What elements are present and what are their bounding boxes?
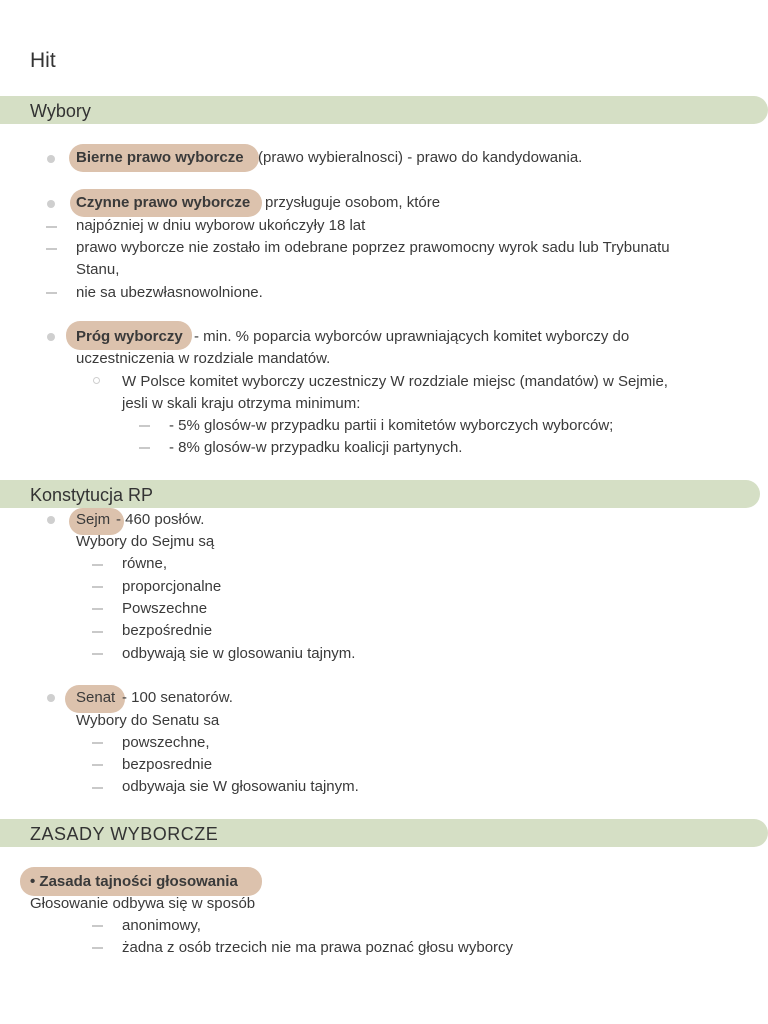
list-item: bezpośrednie	[122, 622, 213, 639]
page-title: Hit	[30, 49, 56, 72]
list-item: powszechne,	[122, 734, 210, 751]
dash-bullet-icon	[92, 586, 103, 588]
prog-sub: W Polsce komitet wyborczy uczestniczy W rozdziale miejsc (mandatów) w Sejmie,	[122, 373, 668, 390]
prog-sub-continued: jesli w skali kraju otrzyma minimum:	[122, 395, 361, 412]
term-czynne: Czynne prawo wyborcze	[76, 194, 251, 211]
dash-bullet-icon	[46, 226, 57, 228]
section-heading-konstytucja: Konstytucja RP	[30, 485, 154, 505]
list-item: bezposrednie	[122, 756, 213, 773]
dash-bullet-icon	[92, 925, 103, 927]
dash-bullet-icon	[92, 947, 103, 949]
section-band-wybory	[0, 96, 768, 124]
bullet-icon	[47, 200, 55, 208]
term-zasada-tajnosci: • Zasada tajności głosowania	[30, 873, 238, 890]
list-item: prawo wyborcze nie zostało im odebrane poprzez prawomocny wyrok sadu lub Trybunatu	[76, 239, 670, 256]
dash-bullet-icon	[92, 608, 103, 610]
list-item: równe,	[122, 555, 168, 572]
sejm-text: - 460 posłów.	[116, 511, 205, 528]
dash-bullet-icon	[92, 742, 103, 744]
circle-bullet-icon	[93, 377, 100, 384]
list-item: - 5% glosów-w przypadku partii i komitetów wyborczych wyborców;	[169, 417, 614, 434]
term-prog: Próg wyborczy	[76, 328, 183, 345]
sejm-intro: Wybory do Sejmu są	[76, 533, 215, 550]
list-item-continuation: Stanu,	[76, 261, 120, 278]
bullet-icon	[47, 516, 55, 524]
dash-bullet-icon	[92, 787, 103, 789]
list-item: odbywają sie w glosowaniu tajnym.	[122, 645, 356, 662]
list-item: nie sa ubezwłasnowolnione.	[76, 284, 263, 301]
dash-bullet-icon	[46, 292, 57, 294]
list-item: najpózniej w dniu wyborow ukończyły 18 lat	[76, 217, 366, 234]
list-item: Powszechne	[122, 600, 208, 617]
dash-bullet-icon	[46, 248, 57, 250]
dash-bullet-icon	[92, 564, 103, 566]
list-item: - 8% glosów-w przypadku koalicji partynych.	[169, 439, 463, 456]
dash-bullet-icon	[92, 764, 103, 766]
czynne-text: przysługuje osobom, które	[265, 194, 441, 211]
senat-text: - 100 senatorów.	[122, 689, 233, 706]
list-item: odbywaja sie W głosowaniu tajnym.	[122, 778, 359, 795]
section-heading-wybory: Wybory	[30, 101, 91, 121]
dash-bullet-icon	[92, 653, 103, 655]
dash-bullet-icon	[92, 631, 103, 633]
dash-bullet-icon	[139, 425, 150, 427]
section-heading-zasady: ZASADY WYBORCZE	[30, 824, 219, 844]
zasada-intro: Głosowanie odbywa się w sposób	[30, 895, 256, 912]
prog-text: - min. % poparcia wyborców uprawniających komitet wyborczy do	[194, 328, 630, 345]
list-item: proporcjonalne	[122, 578, 222, 595]
dash-bullet-icon	[139, 447, 150, 449]
prog-text-continued: uczestniczenia w rozdziale mandatów.	[76, 350, 331, 367]
term-bierne: Bierne prawo wyborcze	[76, 149, 244, 166]
term-senat: Senat	[76, 689, 116, 706]
bierne-text: (prawo wybieralnosci) - prawo do kandydowania.	[258, 149, 583, 166]
senat-intro: Wybory do Senatu sa	[76, 712, 220, 729]
bullet-icon	[47, 694, 55, 702]
bullet-icon	[47, 155, 55, 163]
bullet-icon	[47, 333, 55, 341]
list-item: anonimowy,	[122, 917, 201, 934]
list-item: żadna z osób trzecich nie ma prawa poznać głosu wyborcy	[122, 939, 514, 956]
term-sejm: Sejm	[76, 511, 111, 528]
